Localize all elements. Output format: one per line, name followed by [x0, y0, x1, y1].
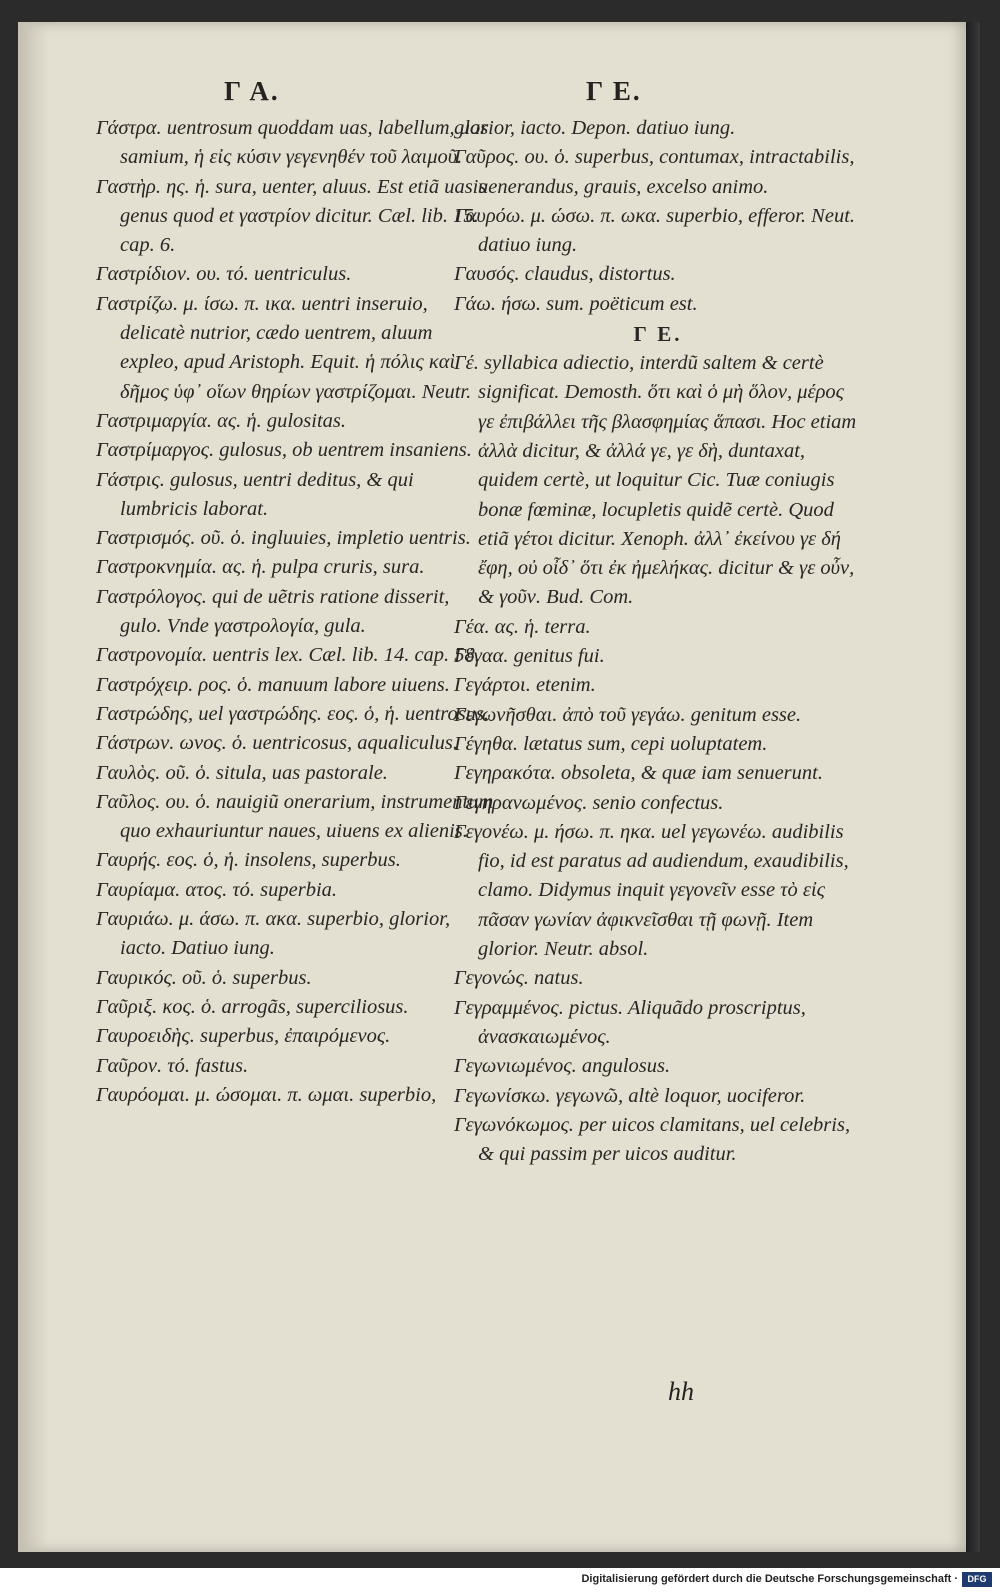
dictionary-entry: Γεγωνῆσθαι. ἀπὸ τοῦ γεγάω. genitum esse.	[454, 703, 802, 726]
dictionary-entry: Γέα. ας. ἡ. terra.	[454, 615, 591, 638]
dictionary-entry: Γαστρίδιον. ου. τό. uentriculus.	[96, 263, 352, 286]
dictionary-entry: Γάστρων. ωνος. ὁ. uentricosus, aqualiculus.	[96, 732, 458, 755]
dictionary-entry: glorior, iacto. Depon. datiuo iung.	[454, 117, 736, 139]
dictionary-entry: Γαῦριξ. κος. ὁ. arrogãs, superciliosus.	[96, 995, 409, 1018]
dfg-logo: DFG	[962, 1572, 992, 1587]
dictionary-entry: Γαστρίζω. μ. ίσω. π. ικα. uentri inseruio, delicatè nutrior, cædo uentrem, aluum expleo, apud Aristoph. Equit. ἡ πόλις καὶ δῆμος ὑφ᾽ οἵων θηρίων γαστρίζομαι. Neutr.	[96, 292, 472, 403]
dictionary-entry: Γάστρα. uentrosum quoddam uas, labellum, uas samium, ἡ εἰς κύσιν γεγενηθέν τοῦ λαιμοῦ.	[96, 117, 489, 169]
dictionary-entry: Γέγηθα. lætatus sum, cepi uoluptatem.	[454, 732, 768, 755]
dictionary-entry: Γαστρόλογος. qui de uẽtris ratione disserit, gulo. Vnde γαστρολογία, gula.	[96, 585, 450, 638]
dictionary-entry: Γαῦρον. τό. fastus.	[96, 1054, 249, 1077]
dictionary-entry: Γεγραμμένος. pictus. Aliquãdo proscriptus, ἀνασκαιωμένος.	[454, 996, 806, 1048]
book-page	[18, 22, 966, 1552]
dictionary-entry: Γαῦρος. ου. ὁ. superbus, contumax, intractabilis, uenerandus, grauis, excelso animo.	[454, 146, 855, 198]
dictionary-entry: Γαυσός. claudus, distortus.	[454, 263, 676, 286]
dictionary-entry: Γαστρόχειρ. ρος. ὁ. manuum labore uiuens.	[96, 673, 450, 696]
dictionary-entry: Γεγάρτοι. etenim.	[454, 674, 596, 697]
footer-bar	[0, 1568, 1000, 1592]
section-heading: Γ Ε.	[633, 322, 683, 347]
spine-shadow	[18, 22, 50, 1552]
dictionary-entry: Γαστριμαργία. ας. ἡ. gulositas.	[96, 409, 346, 432]
dictionary-entry: Γαστρώδης, uel γαστρώδης. εος. ὁ, ἡ. uentrosus.	[96, 702, 490, 725]
right-column	[454, 114, 862, 1169]
left-column	[96, 114, 494, 1110]
dictionary-entry: Γαστρισμός. οῦ. ὁ. ingluuies, impletio uentris.	[96, 527, 471, 550]
dictionary-entry: Γεγηρανωμένος. senio confectus.	[454, 791, 724, 814]
dictionary-entry: Γαυλὸς. οῦ. ὁ. situla, uas pastorale.	[96, 761, 388, 784]
dictionary-entry: Γεγωνιωμένος. angulosus.	[454, 1055, 671, 1078]
dictionary-entry: Γεγονώς. natus.	[454, 967, 584, 990]
dictionary-entry: Γαστροκνημία. ας. ἡ. pulpa cruris, sura.	[96, 556, 425, 579]
dictionary-entry: Γαυρικός. οῦ. ὁ. superbus.	[96, 966, 312, 989]
dictionary-entry: Γαυρόω. μ. ώσω. π. ωκα. superbio, efferor. Neut. datiuo iung.	[454, 204, 856, 257]
right-column-heading: Γ Ε.	[586, 76, 642, 106]
dictionary-entry: Γαυριάω. μ. άσω. π. ακα. superbio, glorior, iacto. Datiuo iung.	[96, 908, 451, 960]
dictionary-entry: Γεγωνόκωμος. per uicos clamitans, uel celebris, & qui passim per uicos auditur.	[454, 1113, 851, 1166]
dictionary-entry: Γαῦλος. ου. ὁ. nauigiũ onerarium, instrumentum quo exhauriuntur naues, uiuens ex alienis.	[96, 790, 494, 843]
dictionary-entry: Γεγονέω. μ. ήσω. π. ηκα. uel γεγωνέω. audibilis fio, id est paratus ad audiendum, exaudibilis, clamo. Didymus inquit γεγονεῖν esse τὸ εἰς πᾶσαν γωνίαν ἀφικνεῖσθαι τῇ φωνῇ. Item glorior. Neutr. absol.	[454, 820, 849, 961]
left-column-heading: Γ Α.	[224, 76, 280, 106]
dictionary-entry: Γαστρίμαργος. gulosus, ob uentrem insaniens.	[96, 439, 472, 462]
dictionary-entry: Γαστρονομία. uentris lex. Cæl. lib. 14. cap. 58.	[96, 644, 480, 667]
footer-credit: Digitalisierung gefördert durch die Deutsche Forschungsgemeinschaft ·	[581, 1573, 958, 1585]
dictionary-entry: Γεγηρακότα. obsoleta, & quæ iam senuerunt.	[454, 762, 823, 785]
dictionary-entry: Γαυρόομαι. μ. ώσομαι. π. ωμαι. superbio,	[96, 1083, 437, 1106]
dictionary-entry: Γαυροειδὴς. superbus, ἐπαιρόμενος.	[96, 1025, 391, 1048]
dictionary-entry: Γαυρής. εος. ὁ, ἡ. insolens, superbus.	[96, 849, 401, 872]
dictionary-entry: Γέγαα. genitus fui.	[454, 645, 605, 668]
dictionary-entry: Γέ. syllabica adiectio, interdũ saltem & certè significat. Demosth. ὅτι καὶ ὁ μὴ ὅλον, μέρος γε ἐπιβάλλει τῆς βλασφημίας ἅπασι. Hoc etiam ἀλλὰ dicitur, & ἀλλά γε, γε δὴ, duntaxat, quidem certè, ut loquitur Cic. Tuæ coniugis bonæ fœminæ, locupletis quidẽ certè. Quod etiã γέτοι dicitur. Xenoph. ἀλλ᾽ ἐκείνου γε δή ἔφη, οὐ οἶδ᾽ ὅτι ἐκ ἠμελήκας. dicitur & γε οὖν, & γοῦν. Bud. Com.	[454, 352, 857, 609]
page-edge	[966, 22, 980, 1552]
dictionary-entry: Γάστρις. gulosus, uentri deditus, & qui lumbricis laborat.	[96, 468, 414, 520]
signature-mark: hh	[668, 1377, 694, 1406]
dictionary-entry: Γάω. ήσω. sum. poëticum est.	[454, 292, 698, 315]
dictionary-entry: Γαυρίαμα. ατος. τό. superbia.	[96, 878, 338, 901]
dictionary-entry: Γεγωνίσκω. γεγωνῶ, altè loquor, uociferor.	[454, 1084, 806, 1107]
dictionary-entry: Γαστὴρ. ης. ἡ. sura, uenter, aluus. Est etiã uasis genus quod et γαστρίον dicitur. Cæl. lib. 15. cap. 6.	[96, 175, 487, 257]
